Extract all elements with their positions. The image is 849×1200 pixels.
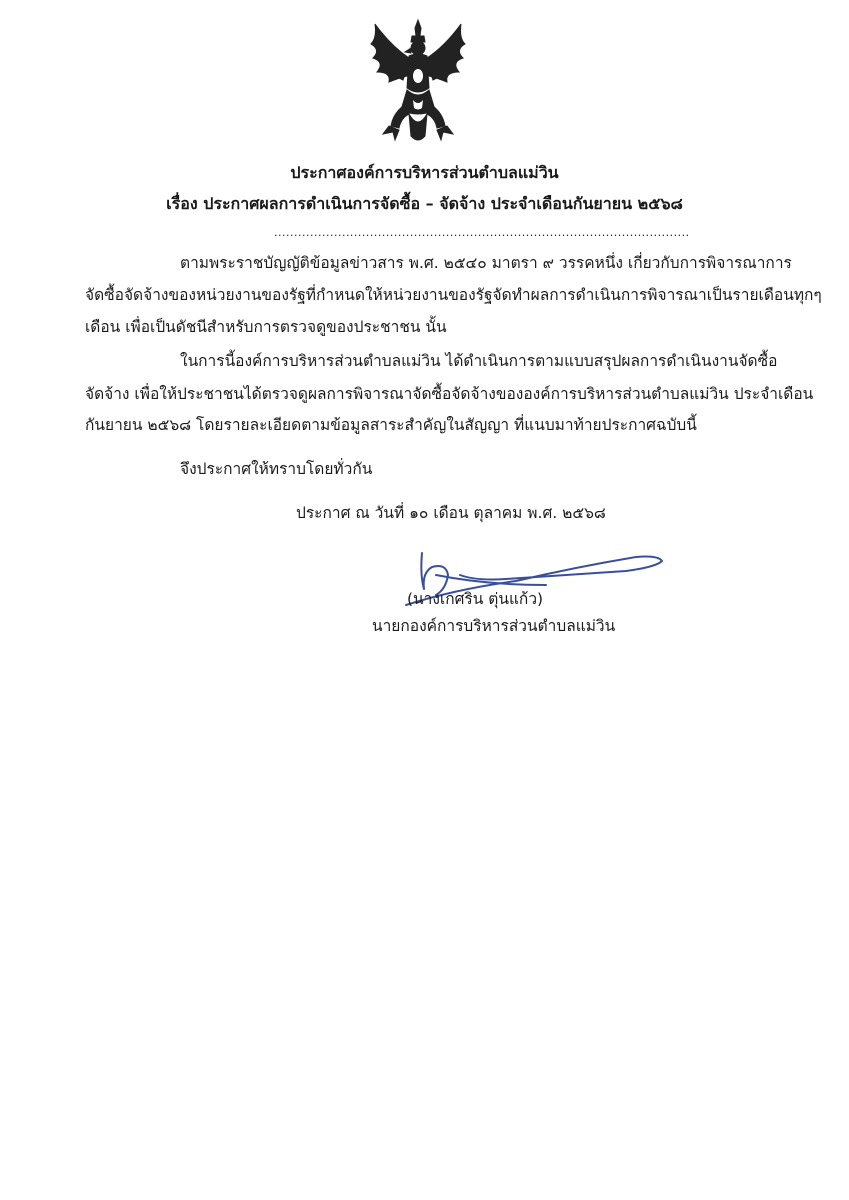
- para2-line-3: กันยายน ๒๕๖๘ โดยรายละเอียดตามข้อมูลสาระสำคัญในสัญญา ที่แนบมาท้ายประกาศฉบับนี้: [85, 416, 697, 434]
- para1-line-3: เดือน เพื่อเป็นดัชนีสำหรับการตรวจดูของประชาชน นั้น: [85, 318, 447, 336]
- para2-line-2: จัดจ้าง เพื่อให้ประชาชนได้ตรวจดูผลการพิจารณาจัดซื้อจัดจ้างขององค์การบริหารส่วนตำบลแม่วิน ประจำเดือน: [85, 385, 814, 403]
- garuda-emblem: [365, 18, 471, 146]
- signatory-position: นายกองค์การบริหารส่วนตำบลแม่วิน: [372, 617, 616, 635]
- para1-line-1: ตามพระราชบัญญัติข้อมูลข่าวสาร พ.ศ. ๒๕๔๐ มาตรา ๙ วรรคหนึ่ง เกี่ยวกับการพิจารณาการ: [180, 254, 792, 272]
- para1-line-2: จัดซื้อจัดจ้างของหน่วยงานของรัฐที่กำหนดให้หน่วยงานของรัฐจัดทำผลการดำเนินการพิจารณาเป็นรายเดือนทุกๆ: [85, 286, 822, 304]
- announcement-date: ประกาศ ณ วันที่ ๑๐ เดือน ตุลาคม พ.ศ. ๒๕๖๘: [296, 504, 606, 522]
- para2-line-1: ในการนี้องค์การบริหารส่วนตำบลแม่วิน ได้ดำเนินการตามแบบสรุปผลการดำเนินงานจัดซื้อ: [180, 352, 778, 370]
- closing-statement: จึงประกาศให้ทราบโดยทั่วกัน: [180, 460, 373, 478]
- signatory-name: (นางเกศริน ตุ่นแก้ว): [407, 590, 544, 608]
- announcement-subject: เรื่อง ประกาศผลการดำเนินการจัดซื้อ – จัดจ้าง ประจำเดือนกันยายน ๒๕๖๘: [166, 194, 683, 213]
- announcement-title: ประกาศองค์การบริหารส่วนตำบลแม่วิน: [290, 163, 559, 182]
- title-separator: ........................................................................................................: [274, 226, 690, 239]
